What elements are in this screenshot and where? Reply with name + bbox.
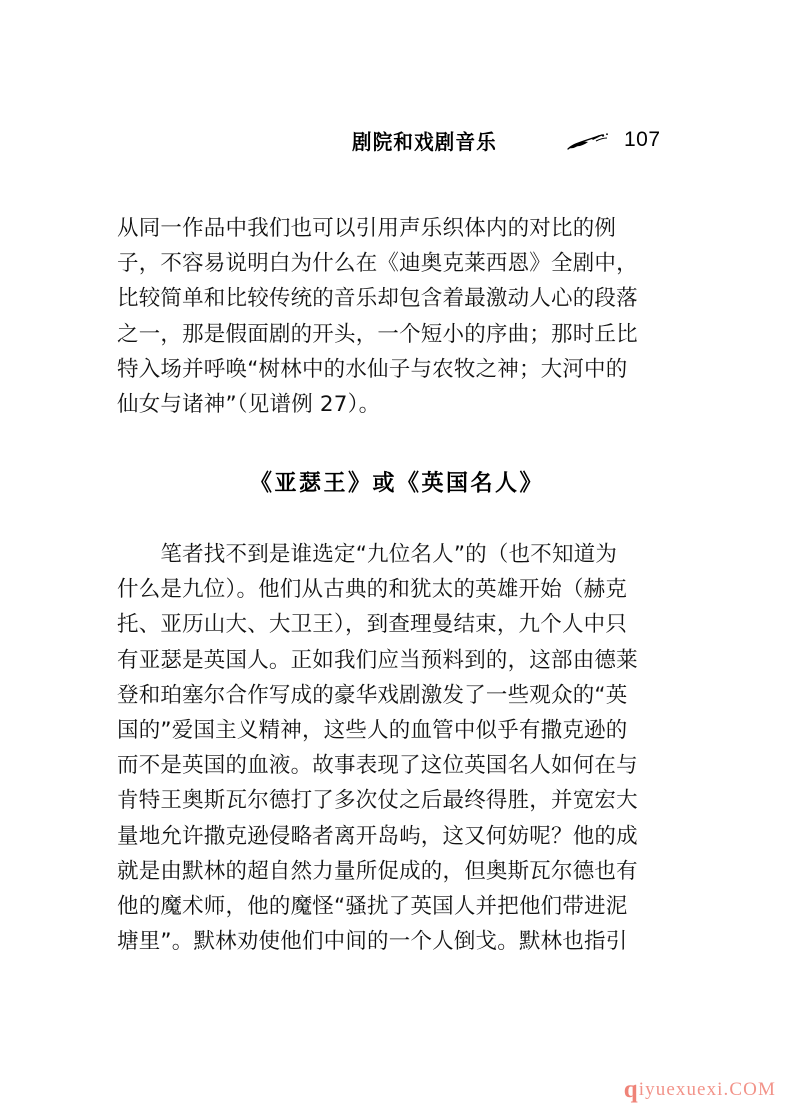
- paragraph-2: [117, 537, 701, 959]
- running-head: [0, 126, 794, 166]
- paragraph-1: [117, 211, 701, 422]
- text-line: 仙女与诸神”（见谱例 27）。: [117, 392, 381, 418]
- text-line: 国的”爱国主义精神，这些人的血管中似乎有撒克逊的: [117, 718, 628, 744]
- text-line: 特入场并呼唤“树林中的水仙子与农牧之神；大河中的: [117, 356, 628, 382]
- text-line: 笔者找不到是谁选定“九位名人”的（也不知道为: [117, 542, 618, 567]
- text-line: 塘里”。默林劝使他们中间的一个人倒戈。默林也指引: [117, 929, 628, 955]
- site-watermark: [624, 1077, 776, 1102]
- text-line: 比较简单和比较传统的音乐却包含着最激动人心的段落: [117, 286, 638, 312]
- text-line: 子，不容易说明白为什么在《迪奥克莱西恩》全剧中，: [117, 251, 638, 277]
- text-line: 就是由默林的超自然力量所促成的，但奥斯瓦尔德也有: [117, 858, 638, 884]
- text-line: 肯特王奥斯瓦尔德打了多次仗之后最终得胜，并宽宏大: [117, 788, 638, 814]
- text-line: 什么是九位）。他们从古典的和犹太的英雄开始（赫克: [117, 577, 628, 603]
- text-line: 从同一作品中我们也可以引用声乐织体内的对比的例: [117, 216, 617, 241]
- section-heading: 《亚瑟王》或《英国名人》: [249, 470, 544, 497]
- text-line: 之一，那是假面剧的开头，一个短小的序曲；那时丘比: [117, 321, 638, 347]
- text-line: 他的魔术师，他的魔怪“骚扰了英国人并把他们带进泥: [117, 894, 628, 920]
- running-head-title: 剧院和戏剧音乐: [352, 130, 497, 155]
- watermark-initial: q: [623, 1076, 639, 1103]
- text-line: 量地允许撒克逊侵略者离开岛屿，这又何妨呢？他的成: [117, 823, 638, 849]
- text-line: 托、亚历山大、大卫王），到查理曼结束，九个人中只: [117, 612, 628, 638]
- text-line: 而不是英国的血液。故事表现了这位英国名人如何在与: [117, 753, 638, 779]
- text-line: 有亚瑟是英国人。正如我们应当预料到的，这部由德莱: [117, 647, 638, 673]
- text-line: 登和珀塞尔合作写成的豪华戏剧激发了一些观众的“英: [117, 682, 628, 708]
- watermark-text: iyuexuexi.COM: [638, 1079, 776, 1100]
- page-number: 107: [624, 128, 661, 151]
- flourish-ornament: [566, 132, 620, 154]
